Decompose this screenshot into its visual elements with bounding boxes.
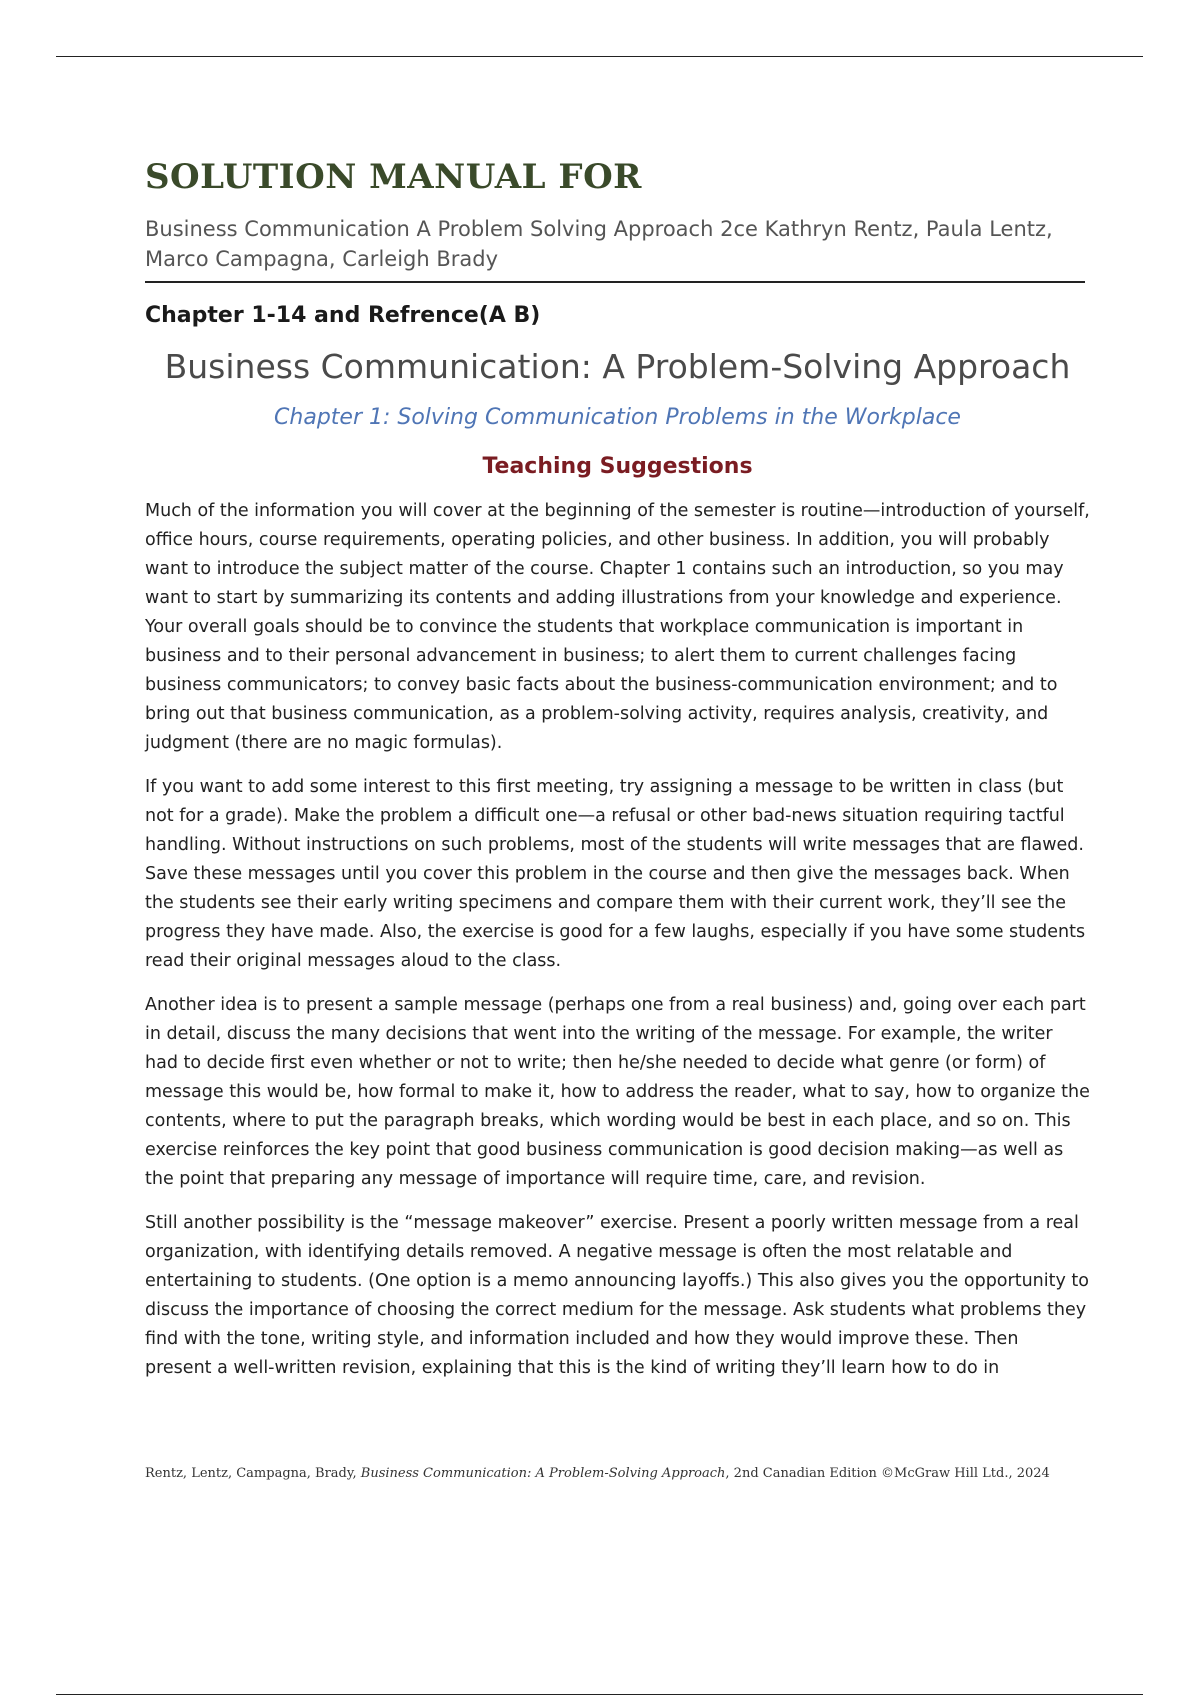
- document-body: [145, 150, 1090, 1383]
- top-rule: [56, 56, 1143, 57]
- chapter-range-heading: Chapter 1-14 and Refrence(A B): [145, 303, 541, 328]
- footer-authors: Rentz, Lentz, Campagna, Brady,: [145, 1466, 361, 1481]
- chapter-title: Chapter 1: Solving Communication Problems in the Workplace: [274, 405, 961, 430]
- footer-edition: , 2nd Canadian Edition ©McGraw Hill Ltd., 2024: [725, 1466, 1050, 1481]
- main-title: SOLUTION MANUAL FOR: [145, 157, 642, 197]
- section-title: Teaching Suggestions: [482, 454, 753, 479]
- bottom-rule: [56, 1694, 1143, 1695]
- subtitle: Business Communication A Problem Solving Approach 2ce Kathryn Rentz, Paula Lentz, Marco Campagna, Carleigh Brady: [145, 214, 1085, 283]
- page-footer: [145, 1466, 1050, 1481]
- footer-book-title: Business Communication: A Problem-Solving Approach: [360, 1466, 726, 1481]
- paragraph: If you want to add some interest to this first meeting, try assigning a message to be written in class (but not for a grade). Make the problem a difficult one—a refusal or other bad-news situation requiring tactful handling. Without instructions on such problems, most of the students will write messages that are flawed. Save these messages until you cover this problem in the course and then give the messages back. When the students see their early writing specimens and compare them with their current work, they’ll see the progress they have made. Also, the exercise is good for a few laughs, especially if you have some students read their original messages aloud to the class.: [145, 777, 1086, 971]
- book-title: Business Communication: A Problem-Solving Approach: [164, 347, 1071, 386]
- paragraph: Still another possibility is the “message makeover” exercise. Present a poorly written message from a real organization, with identifying details removed. A negative message is often the most relatable and entertaining to students. (One option is a memo announcing layoffs.) This also gives you the opportunity to discuss the importance of choosing the correct medium for the message. Ask students what problems they find with the tone, writing style, and information included and how they would improve these. Then present a well-written revision, explaining that this is the kind of writing they’ll learn how to do in: [145, 1213, 1089, 1378]
- paragraph: Another idea is to present a sample message (perhaps one from a real business) and, going over each part in detail, discuss the many decisions that went into the writing of the message. For example, the writer had to decide first even whether or not to write; then he/she needed to decide what genre (or form) of message this would be, how formal to make it, how to address the reader, what to say, how to organize the contents, where to put the paragraph breaks, which wording would be best in each place, and so on. This exercise reinforces the key point that good business communication is good decision making—as well as the point that preparing any message of importance will require time, care, and revision.: [145, 995, 1090, 1189]
- paragraph: Much of the information you will cover at the beginning of the semester is routine—introduction of yourself, office hours, course requirements, operating policies, and other business. In addition, you will probably want to introduce the subject matter of the course. Chapter 1 contains such an introduction, so you may want to start by summarizing its contents and adding illustrations from your knowledge and experience. Your overall goals should be to convince the students that workplace communication is important in business and to their personal advancement in business; to alert them to current challenges facing business communicators; to convey basic facts about the business-communication environment; and to bring out that business communication, as a problem-solving activity, requires analysis, creativity, and judgment (there are no magic formulas).: [145, 501, 1090, 753]
